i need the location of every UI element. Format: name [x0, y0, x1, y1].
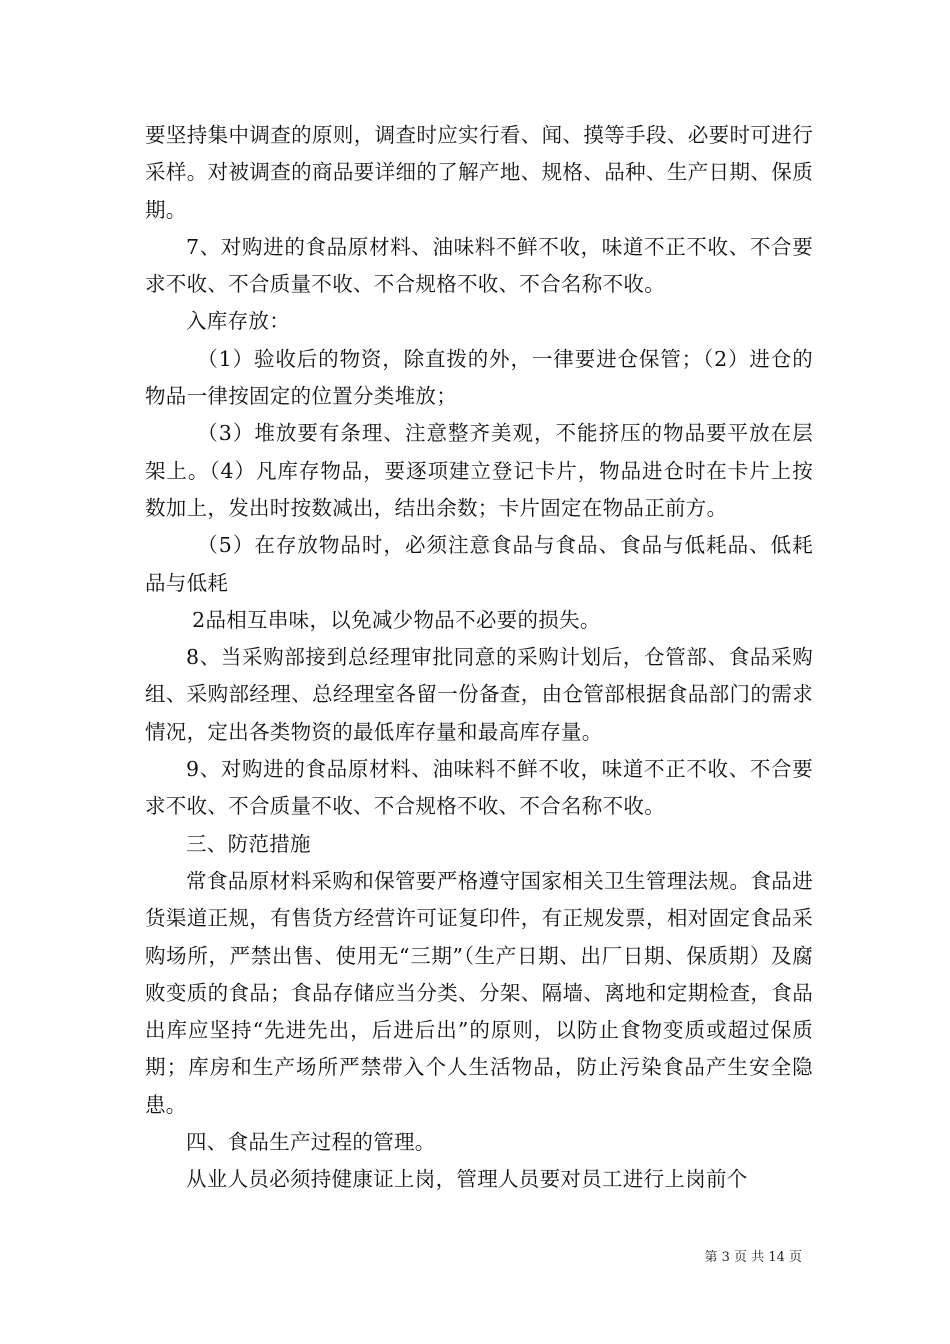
- paragraph-storage-3-4: （3）堆放要有条理、注意整齐美观，不能挤压的物品要平放在层架上。（4）凡库存物品，要逐项建立登记卡片，物品进仓时在卡片上按数加上，发出时按数减出，结出余数；卡片固定在物品正前方。: [145, 421, 813, 520]
- section-heading-production: 四、食品生产过程的管理。: [186, 1130, 436, 1155]
- paragraph-prevention: 常食品原材料采购和保管要严格遵守国家相关卫生管理法规。食品进货渠道正规，有售货方经营许可证复印件，有正规发票，相对固定食品采购场所，严禁出售、使用无“三期”（生产日期、出厂日期、保质期）及腐败变质的食品；食品存储应当分类、分架、隔墙、离地和定期检查，食品出库应坚持“先进先出，后进后出”的原则，以防止食物变质或超过保质期；库房和生产场所严禁带入个人生活物品，防止污染食品产生安全隐患。: [145, 868, 813, 1117]
- paragraph-storage-5: （5）在存放物品时，必须注意食品与食品、食品与低耗品、低耗品与低耗: [145, 533, 813, 595]
- paragraph-investigation: 要坚持集中调查的原则，调查时应实行看、闻、摸等手段、必要时可进行采样。对被调查的商品要详细的了解产地、规格、品种、生产日期、保质期。: [145, 123, 813, 222]
- paragraph-storage-heading: 入库存放：: [186, 309, 290, 334]
- paragraph-item-7: 7、对购进的食品原材料、油味料不鲜不收，味道不正不收、不合要求不收、不合质量不收、不合规格不收、不合名称不收。: [145, 234, 813, 297]
- section-heading-prevention: 三、防范措施: [186, 831, 311, 856]
- paragraph-storage-5-cont: 2品相互串味，以免减少物品不必要的损失。: [192, 607, 601, 632]
- page-number-footer: 第 3 页 共 14 页: [704, 1250, 802, 1265]
- paragraph-item-9: 9、对购进的食品原材料、油味料不鲜不收，味道不正不收、不合要求不收、不合质量不收、不合规格不收、不合名称不收。: [145, 757, 813, 819]
- document-body: [145, 117, 813, 1199]
- paragraph-storage-1-2: （1）验收后的物资，除直拨的外，一律要进仓保管；（2）进仓的物品一律按固定的位置分类堆放；: [145, 346, 813, 409]
- paragraph-item-8: 8、当采购部接到总经理审批同意的采购计划后，仓管部、食品采购组、采购部经理、总经理室各留一份备查，由仓管部根据食品部门的需求情况，定出各类物资的最低库存量和最高库存量。: [145, 645, 813, 744]
- paragraph-production: 从业人员必须持健康证上岗，管理人员要对员工进行上岗前个: [186, 1167, 748, 1192]
